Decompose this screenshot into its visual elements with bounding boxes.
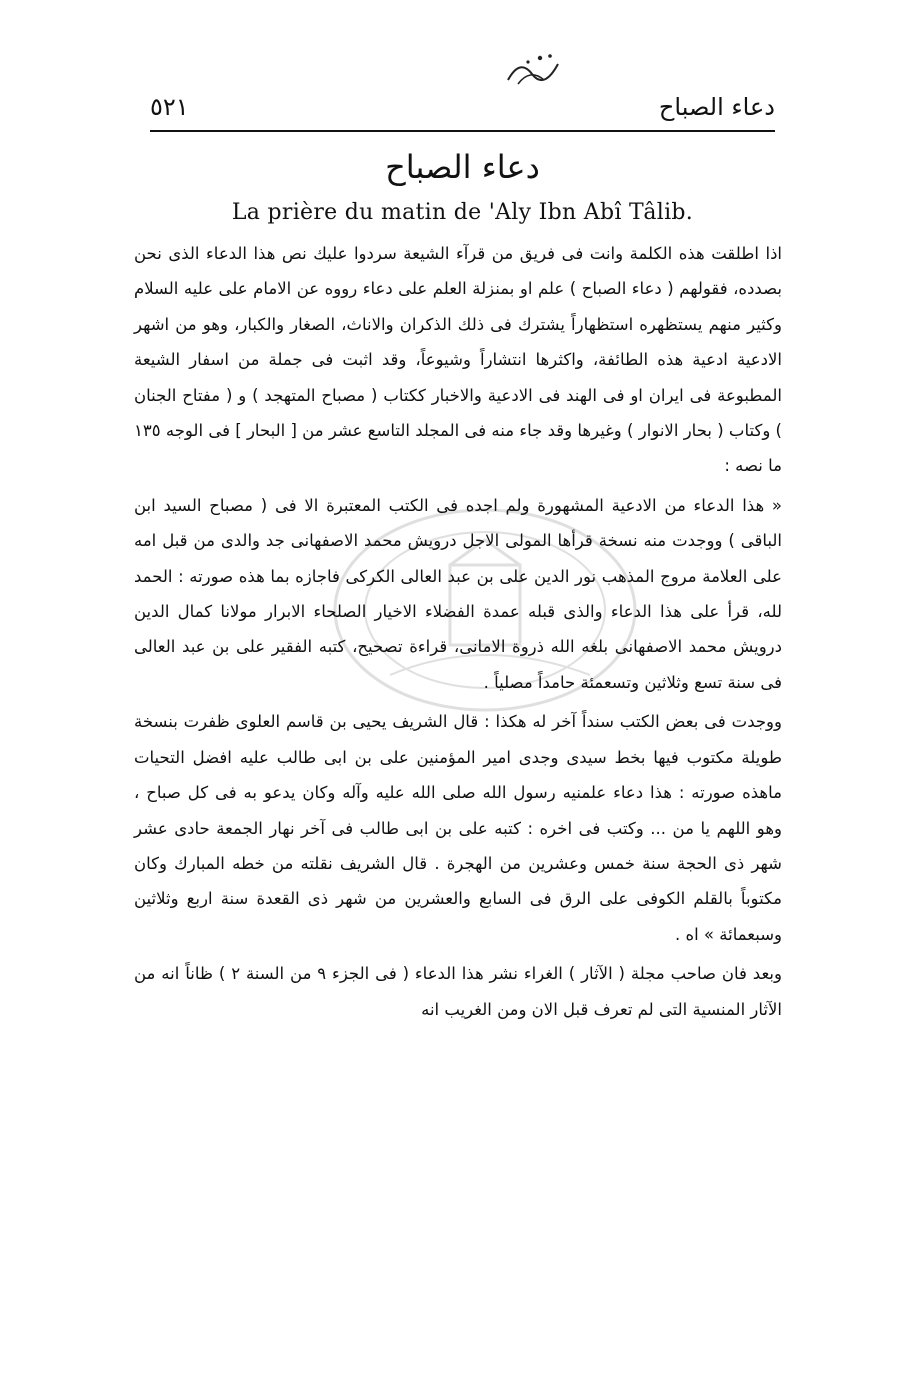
ornament-icon: [500, 50, 570, 90]
section-title: دعاء الصباح: [385, 148, 540, 186]
running-header: [150, 88, 775, 126]
body-text: [134, 236, 782, 1027]
paragraph: وبعد فان صاحب مجلة ( الآثار ) الغراء نشر هذا الدعاء ( فى الجزء ٩ من السنة ٢ ) ظاناً انه من الآثار المنسية التى لم تعرف قبل الان ومن الغريب انه: [134, 964, 782, 1019]
subtitle: La prière du matin de 'Aly Ibn Abî Tâlib.: [231, 200, 694, 225]
paragraph: اذا اطلقت هذه الكلمة وانت فى فريق من قرآء الشيعة سردوا عليك نص هذا الدعاء الذى نحن بصدده، فقولهم ( دعاء الصباح ) علم او بمنزلة العلم على دعاء رووه عن الامام على عليه السلام وكثير منهم يستظهره استظهاراً يشترك فى ذلك الذكران والاناث، الصغار والكبار، وهو من اشهر الادعية ادعية هذه الطائفة، واكثرها انتشاراً وشيوعاً، وقد اثبت فى جملة من اسفار الشيعة المطبوعة فى ايران او فى الهند فى الادعية والاخبار ككتاب ( مصباح المتهجد ) و ( مفتاح الجنان ) وكتاب ( بحار الانوار ) وغيرها وقد جاء منه فى المجلد التاسع عشر من [ البحار ] فى الوجه ١٣٥ ما نصه :: [134, 244, 782, 476]
paragraph: ووجدت فى بعض الكتب سنداً آخر له هكذا : قال الشريف يحيى بن قاسم العلوى ظفرت بنسخة طويلة مكتوب فيها بخط سيدى وجدى امير المؤمنين على بن ابى طالب عليه افضل التحيات ماهذه صورته : هذا دعاء علمنيه رسول الله صلى الله عليه وآله وكان يدعو به فى كل صباح ، وهو اللهم يا من ... وكتب فى اخره : كتبه على بن ابى طالب فى آخر نهار الجمعة حادى عشر شهر ذى الحجة سنة خمس وعشرين من الهجرة . قال الشريف نقلته من خطه المبارك وكان مكتوباً بالقلم الكوفى على الرق فى السابع والعشرين من شهر ذى القعدة سنة اربع وثلاثين وسبعمائة » اه .: [134, 712, 782, 944]
paragraph: « هذا الدعاء من الادعية المشهورة ولم اجده فى الكتب المعتبرة الا فى ( مصباح السيد ابن الباقى ) ووجدت منه نسخة قرأها المولى الاجل درويش محمد الاصفهانى جد والدى من قبل امه على العلامة مروج المذهب نور الدين على بن عبد العالى الكركى فاجازه بما هذه صورته : الحمد لله، قرأ على هذا الدعاء والذى قبله عمدة الفضلاء الاخيار الصلحاء الابرار مولانا كمال الدين درويش محمد الاصفهانى بلغه الله ذروة الامانى، قراءة تصحيح، كتبه الفقير على بن عبد العالى فى سنة تسع وثلاثين وتسعمئة حامداً مصلياً .: [134, 495, 782, 692]
page-number: ٥٢١: [150, 93, 189, 121]
header-title: دعاء الصباح: [658, 93, 775, 121]
header-rule: [150, 130, 775, 132]
